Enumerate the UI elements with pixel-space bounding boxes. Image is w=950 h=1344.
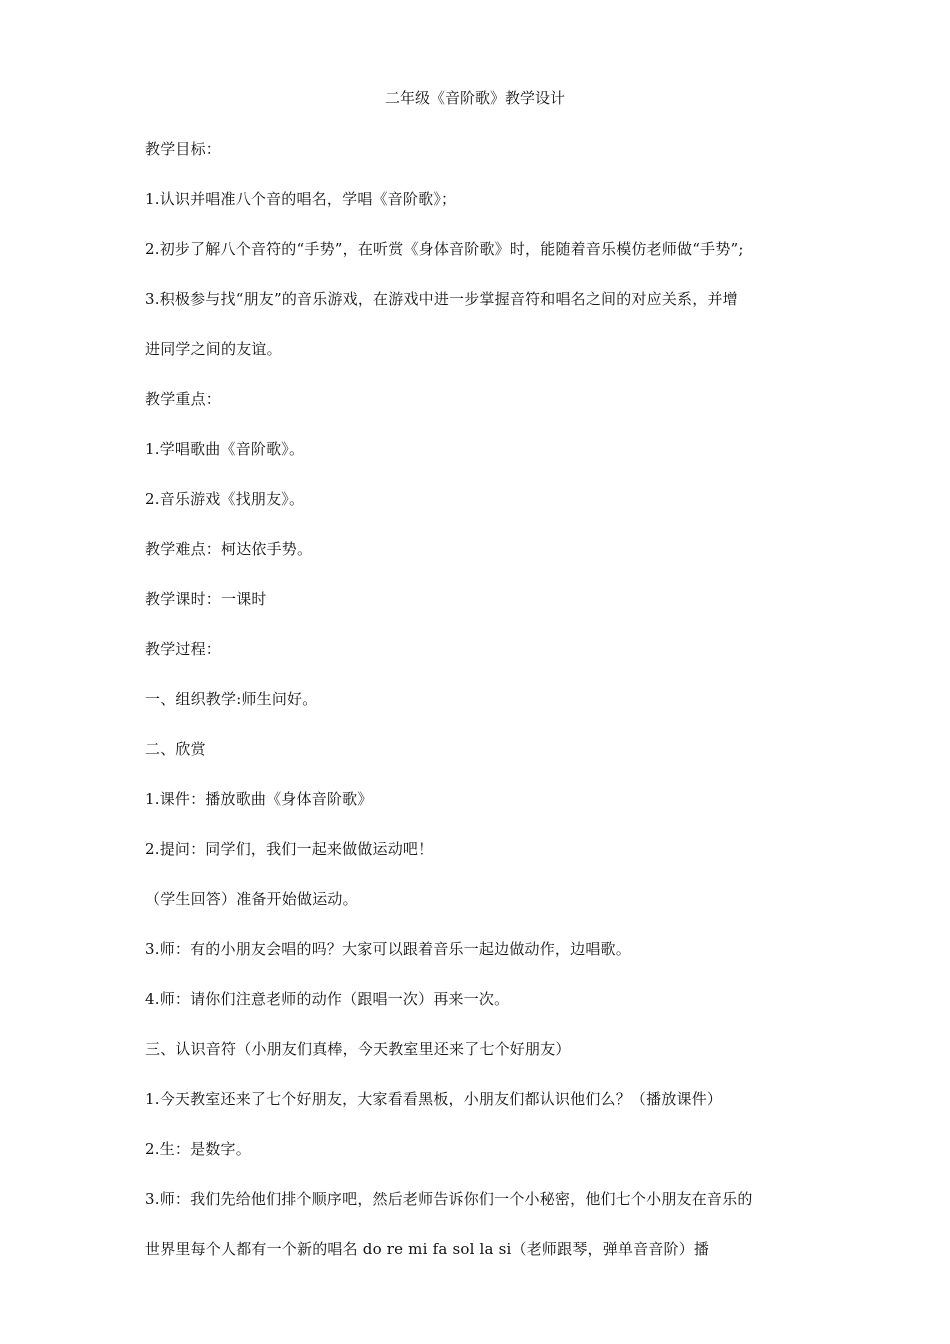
text-line: 2.音乐游戏《找朋友》。 [145, 490, 305, 508]
text-line: 教学目标： [145, 140, 222, 158]
text-line: 1.学唱歌曲《音阶歌》。 [145, 440, 305, 458]
document-title: 二年级《音阶歌》教学设计 [384, 89, 565, 107]
text-line: 3.师：有的小朋友会唱的吗？大家可以跟着音乐一起边做动作，边唱歌。 [145, 940, 631, 958]
text-line: 教学难点：柯达依手势。 [145, 540, 313, 558]
text-line: 教学重点： [145, 390, 222, 408]
text-line: 1.课件：播放歌曲《身体音阶歌》 [145, 790, 373, 808]
text-line: 2.提问：同学们，我们一起来做做运动吧！ [145, 840, 434, 858]
text-line: 世界里每个人都有一个新的唱名 do re mi fa sol la si（老师跟琴，弹单音音阶）播 [145, 1240, 710, 1258]
text-line: 4.师：请你们注意老师的动作（跟唱一次）再来一次。 [145, 990, 510, 1008]
text-line: 三、认识音符（小朋友们真棒，今天教室里还来了七个好朋友） [145, 1040, 571, 1058]
text-line: 教学课时：一课时 [145, 590, 267, 608]
text-line: 2.生：是数字。 [145, 1140, 251, 1158]
text-line: 3.积极参与找“朋友”的音乐游戏，在游戏中进一步掌握音符和唱名之间的对应关系，并增 [145, 290, 738, 308]
text-line: （学生回答）准备开始做运动。 [145, 890, 358, 908]
text-line: 2.初步了解八个音符的“手势”，在听赏《身体音阶歌》时，能随着音乐模仿老师做“手势”; [145, 240, 744, 258]
text-line: 一、组织教学:师生问好。 [145, 690, 318, 708]
text-line: 1.今天教室还来了七个好朋友，大家看看黑板，小朋友们都认识他们么？（播放课件） [145, 1090, 723, 1108]
text-line: 1.认识并唱准八个音的唱名，学唱《音阶歌》； [145, 190, 457, 208]
text-line: 3.师：我们先给他们排个顺序吧，然后老师告诉你们一个小秘密，他们七个小朋友在音乐的 [145, 1190, 753, 1208]
text-line: 进同学之间的友谊。 [145, 340, 282, 358]
text-line: 教学过程： [145, 640, 222, 658]
text-line: 二、欣赏 [145, 740, 206, 758]
